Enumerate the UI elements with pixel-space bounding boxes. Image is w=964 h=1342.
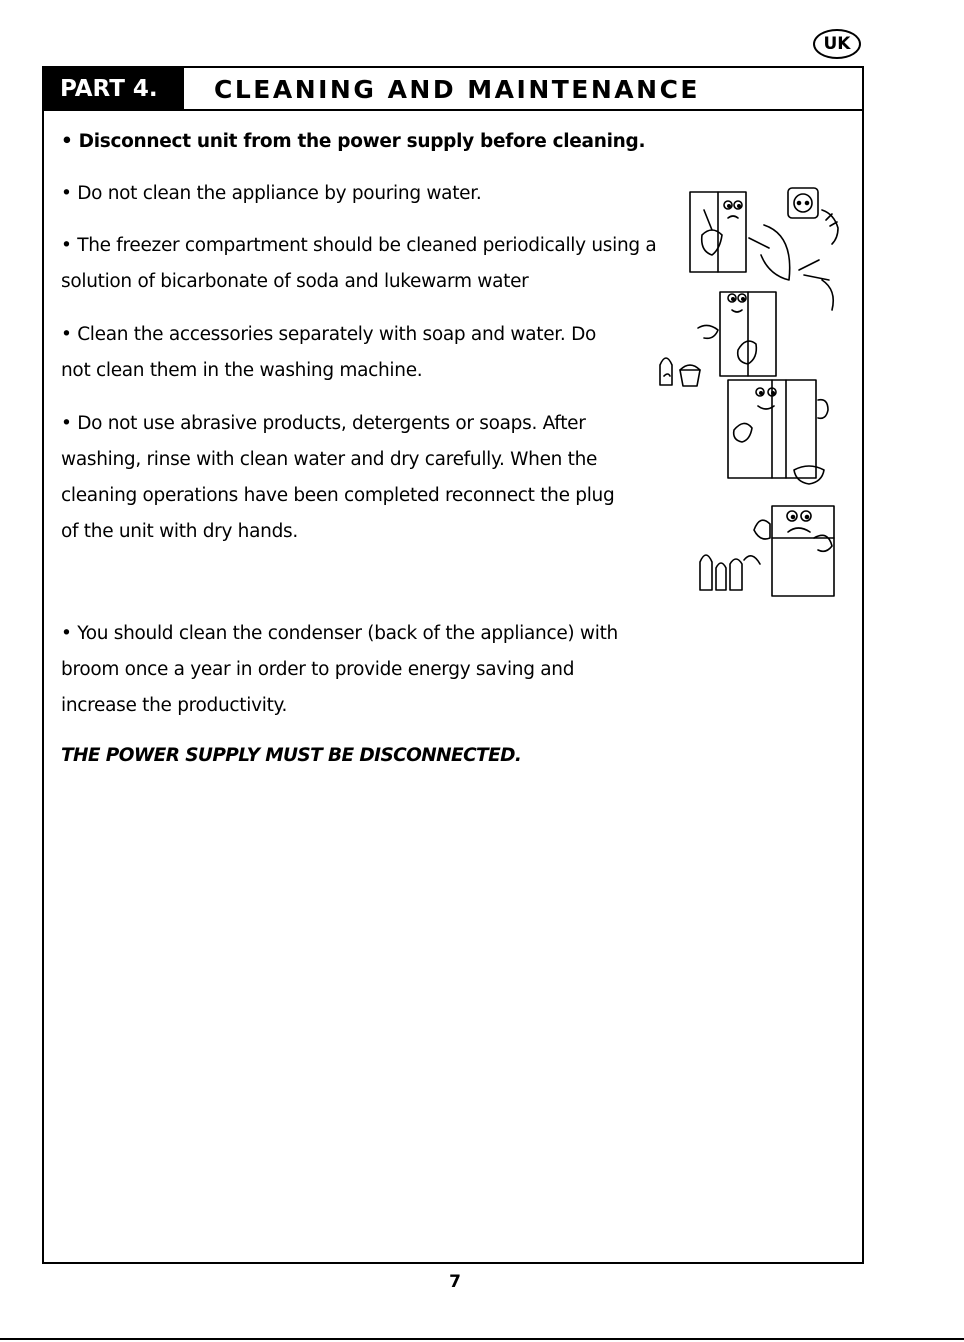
section-title: CLEANING AND MAINTENANCE bbox=[214, 75, 701, 104]
fridge-cleaning-cartoon-icon bbox=[654, 180, 844, 600]
instruction-accessories-line1: • Clean the accessories separately with soap and water. Do bbox=[61, 324, 597, 345]
instruction-condenser-line3: increase the productivity. bbox=[61, 695, 288, 716]
instruction-abrasive-line4: of the unit with dry hands. bbox=[61, 521, 298, 542]
detergent-bottles-icon bbox=[700, 555, 760, 590]
instruction-no-pouring: • Do not clean the appliance by pouring water. bbox=[61, 183, 482, 204]
instruction-freezer-line2: solution of bicarbonate of soda and lukewarm water bbox=[61, 271, 529, 292]
fridge-cartoon-4 bbox=[754, 506, 834, 596]
instruction-abrasive-line3: cleaning operations have been completed reconnect the plug bbox=[61, 485, 615, 506]
instruction-disconnect: • Disconnect unit from the power supply before cleaning. bbox=[61, 131, 646, 152]
fridge-cartoon-1 bbox=[690, 192, 746, 272]
instruction-condenser-line2: broom once a year in order to provide energy saving and bbox=[61, 659, 575, 680]
instruction-accessories-line2: not clean them in the washing machine. bbox=[61, 360, 423, 381]
cleaning-bottles-icon bbox=[660, 358, 700, 386]
page-number: 7 bbox=[449, 1272, 461, 1292]
bottom-rule bbox=[0, 1338, 964, 1340]
fridge-cartoon-2 bbox=[698, 292, 776, 376]
country-badge: UK bbox=[813, 29, 861, 59]
fridge-cartoon-3 bbox=[728, 380, 828, 484]
part-label: PART 4. bbox=[44, 68, 184, 109]
power-socket-icon bbox=[788, 188, 838, 244]
instruction-abrasive-line2: washing, rinse with clean water and dry carefully. When the bbox=[61, 449, 598, 470]
instruction-condenser-line1: • You should clean the condenser (back of the appliance) with bbox=[61, 623, 618, 644]
power-warning: THE POWER SUPPLY MUST BE DISCONNECTED. bbox=[61, 745, 522, 766]
plate-icon bbox=[761, 225, 790, 280]
instruction-abrasive-line1: • Do not use abrasive products, detergents or soaps. After bbox=[61, 413, 586, 434]
instruction-freezer-line1: • The freezer compartment should be cleaned periodically using a bbox=[61, 235, 657, 256]
